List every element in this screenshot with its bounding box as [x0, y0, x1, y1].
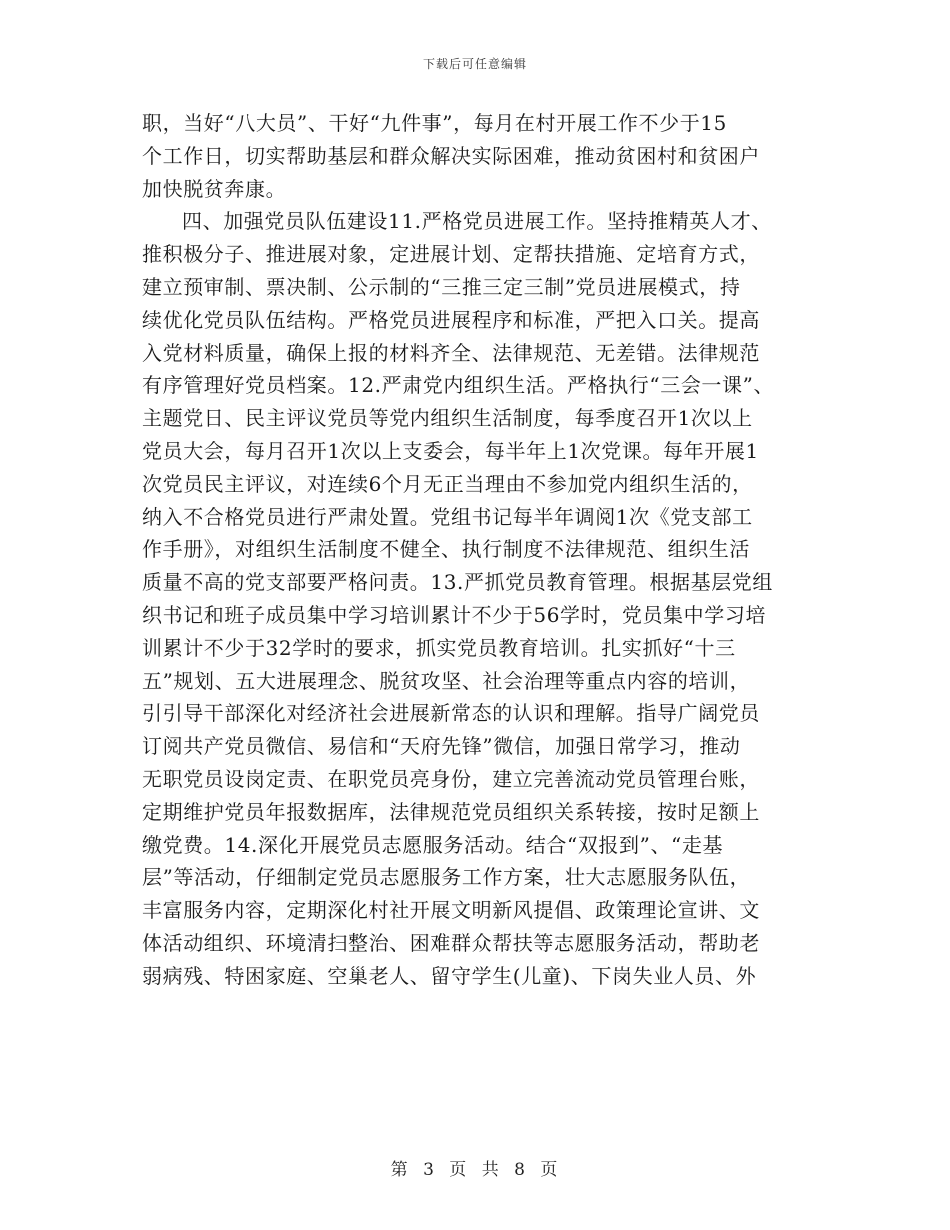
text-line: 加快脱贫奔康。: [142, 176, 287, 201]
text-line: 层”等活动，仔细制定党员志愿服务工作方案，壮大志愿服务队伍，: [142, 865, 751, 890]
text-line: 质量不高的党支部要严格问责。13.严抓党员教育管理。根据基层党组: [142, 570, 774, 595]
text-line: 缴党费。14.深化开展党员志愿服务活动。结合“双报到”、“走基: [142, 832, 724, 857]
text-line: 弱病残、特困家庭、空巢老人、留守学生(儿童)、下岗失业人员、外: [142, 963, 757, 988]
text-line: 主题党日、民主评议党员等党内组织生活制度，每季度召开1次以上: [142, 406, 753, 431]
text-line: 作手册》，对组织生活制度不健全、执行制度不法律规范、组织生活: [142, 537, 750, 562]
text-line: 职，当好“八大员”、干好“九件事”，每月在村开展工作不少于15: [142, 111, 727, 135]
text-line: 体活动组织、环境清扫整治、困难群众帮扶等志愿服务活动，帮助老: [142, 930, 760, 955]
text-line: 续优化党员队伍结构。严格党员进展程序和标准，严把入口关。提高: [142, 307, 760, 332]
text-line: 个工作日，切实帮助基层和群众解决实际困难，推动贫困村和贫困户: [142, 143, 760, 168]
text-line: 订阅共产党员微信、易信和“天府先锋”微信，加强日常学习，推动: [142, 734, 741, 759]
text-line: 五”规划、五大进展理念、脱贫攻坚、社会治理等重点内容的培训，: [142, 668, 751, 693]
text-line: 织书记和班子成员集中学习培训累计不少于56学时，党员集中学习培: [142, 602, 767, 627]
page-header-note: 下载后可任意编辑: [422, 57, 527, 71]
text-line: 纳入不合格党员进行严肃处置。党组书记每半年调阅1次《党支部工: [142, 504, 753, 529]
text-line: 入党材料质量，确保上报的材料齐全、法律规范、无差错。法律规范: [142, 340, 760, 365]
page-number-footer: 第 3 页 共 8 页: [390, 1160, 560, 1180]
paragraph-start-line: 四、加强党员队伍建设11.严格党员进展工作。坚持推精英人才、: [182, 209, 772, 234]
text-line: 引引导干部深化对经济社会进展新常态的认识和理解。指导广阔党员: [142, 701, 760, 726]
text-line: 推积极分子、推进展对象，定进展计划、定帮扶措施、定培育方式，: [142, 242, 760, 267]
document-body: [142, 107, 822, 993]
text-line: 训累计不少于32学时的要求，抓实党员教育培训。扎实抓好“十三: [142, 635, 736, 660]
text-line: 有序管理好党员档案。12.严肃党内组织生活。严格执行“三会一课”、: [142, 373, 775, 398]
text-line: 丰富服务内容，定期深化村社开展文明新风提倡、政策理论宣讲、文: [142, 898, 760, 923]
text-line: 无职党员设岗定责、在职党员亮身份，建立完善流动党员管理台账，: [142, 766, 760, 791]
text-line: 党员大会，每月召开1次以上支委会，每半年上1次党课。每年开展1: [142, 438, 759, 463]
text-line: 建立预审制、票决制、公示制的“三推三定三制”党员进展模式，持: [142, 274, 741, 299]
text-line: 定期维护党员年报数据库，法律规范党员组织关系转接，按时足额上: [142, 799, 760, 824]
text-line: 次党员民主评议，对连续6个月无正当理由不参加党内组织生活的，: [142, 471, 753, 496]
